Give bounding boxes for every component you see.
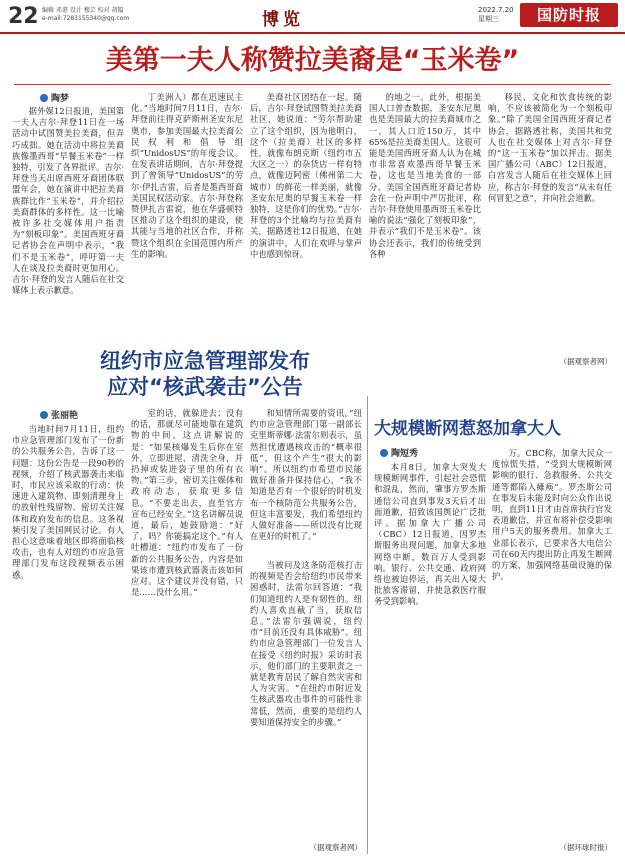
article2-column-2 xyxy=(131,408,243,854)
article1-text-3: 美裔社区团结在一起。随后，吉尔·拜登试图赞美拉美裔社区，她说道：“劳尔帮助建立了这个组织，因为他明白，这个（拉美裔）社区的多样性，就像布朗克斯（纽约市五大区之一）的杂货店一样有特点，就像迈阿密（佛州第二大城市）的鲜花一样美丽，就像圣安东尼奥的早餐玉米卷一样独特，这是你们的优势。”吉尔·拜登的3个比喻均与拉美裔有关，据路透社12日报道，在她的演讲中，人们在欢呼与掌声中也感到惊讶。 xyxy=(250,92,362,259)
article1-column-1 xyxy=(12,106,124,340)
article2-text-3: 和知情所需要的资讯。”纽约市应急管理部门第一副部长克里斯蒂娜·法雷尔则表示，虽然担忧遭遇核攻击的“概率很低”，但这个产生“很大的影响”。所以纽约市希望市民能做好准备并保持信心，“我不知道是否有一个很好的时机发布一个核防范公共服务公告，但这丰富要发，我们希望纽约人做好准备——所以没有比现在更好的时机了。” xyxy=(250,408,362,542)
article2-title-line1: 纽约市应急管理部发布 xyxy=(100,349,310,373)
article2-author: 张丽艳 xyxy=(51,411,79,421)
article2-column-4 xyxy=(250,560,362,840)
article2-column-1 xyxy=(12,424,124,854)
article2-text-2: 室的话，就躲进去；没有的话，那就尽可能地靠在建筑物的中间。这点讲解说的是：“如果核爆发生后你在室外，立即进屋，清洗全身，并扔掉或装进袋子里的所有衣物。”第三步，密切关注媒体和政府动态，获取更多信息。“不要走出去，直至官方宣布已经安全。”这名讲解员说道，最后，她鼓励道：“好了，吗？你能搞定这个。”有人吐槽道：“纽约市发布了一份新的公共服务公告，内容是如果该市遭到核武器袭击该如何应对。这个建议并没有错，只是……没什么用。” xyxy=(131,408,243,598)
article1-text-5: 移民、文化和饮食传统的影响，不应该被简化为一个刻板印象。”除了美国全国西班牙裔记者协会，据路透社称，美国共和党人也在社交媒体上对吉尔·拜登的“这一玉米卷”加以抨击。据美国广播公司（ABC）12日报道，白宫发言人随后在社交媒体上回应，称吉尔·拜登的发言“从未有任何冒犯之意”，并向社会道歉。 xyxy=(488,92,612,203)
article1-text-4: 的地之一。此外，根据美国人口普查数据，圣安东尼奥也是美国最大的拉美裔城市之一，其人口近150万，其中65%是拉美裔美国人。这很可能是美国西班牙裔人认为在城市非常喜欢墨西哥早餐玉米卷，这也是当地美食的一部分。美国全国西班牙裔记者协会在一份声明中严厉批评，称吉尔·拜登使用墨西哥玉米卷比喻的说法“强化了刻板印象”，并表示“我们不是玉米卷”。该协会还表示，我们的传统受到各种 xyxy=(369,92,481,259)
article1-title: 美第一夫人称赞拉美裔是“玉米卷” xyxy=(105,45,520,76)
article3-column-2 xyxy=(492,448,612,842)
article3-text-2: 万。CBC称，加拿大民众一度惊慌失措，“受到大规模断网影响的银行、急救服务、公共交通等都陷入瘫痪”。罗杰斯公司在事发后未能及时向公众作出说明，直到11日才由首席执行官发表道歉信，并宣布将补偿受影响用户5天的服务费用。加拿大工业部长表示，已要求各大电信公司在60天内提出防止再发生断网的方案，加强网络基础设施的保护。 xyxy=(492,448,612,582)
email: e-mail:7283155340@qq.com xyxy=(42,15,130,22)
weekday: 星期三 xyxy=(478,15,499,23)
article3-title: 大规模断网惹怒加拿大人 xyxy=(374,419,561,439)
article1-source: （据观察者网） xyxy=(559,357,612,366)
author-icon xyxy=(380,449,388,457)
article2-text-1: 当地时间7月11日，纽约市应急管理部门发布了一份新的公共服务公告，告诉了这一问题：这份公告是一段90秒的视频，介绍了核武器袭击来临时，市民应该采取的行动：快速进入建筑物、即刻清理身上的放射性残留物、密切关注媒体和政府发布的信息。这条视频引发了美国网民讨论。有人担心这意味着地区即将面临核攻击，也有人对纽约市应急管理部门发布这段视频表示困惑。 xyxy=(12,424,124,580)
article3-text-1: 本月8日，加拿大突发大规模断网事件，引起社会恐慌和混乱，然而，肇事方罗杰斯通信公司直到事发3天后才出面道歉，招致该国舆论广泛批评。据加拿大广播公司（CBC）12日报道，因罗杰斯服务出现问题，加拿大多地网络中断，数百万人受到影响。银行、公共交通、政府网络也被迫停运，再关出入境大批旅客滞留，并使急救医疗服务受到影响。 xyxy=(374,462,486,607)
author-icon xyxy=(40,411,48,419)
header-rule xyxy=(0,32,625,34)
masthead-logo: 国防时报 xyxy=(520,3,618,27)
author-icon xyxy=(40,94,48,102)
article2-byline xyxy=(40,408,78,421)
date: 2022.7.20 xyxy=(478,6,514,14)
article1-title-rule xyxy=(14,84,611,85)
date-block xyxy=(478,6,514,24)
article1-text-2: 丁美洲人）都在迅速民主化。”当地时间7月11日，吉尔·拜登前往得克萨斯州圣安东尼奥市，参加美国最大拉美裔公民权利和倡导组织“UnidosUS”的年度会议。在发表讲话期间，吉尔·拜登提到了曾领导“UnidosUS”的劳尔·伊扎吉雷，后者是墨西哥裔美国民权活动家。吉尔·拜登称赞伊扎吉雷说，他在华盛顿特区推动了这个组织的建设，使其能与当地的社区合作，并称赞这个组织在全国范围内所产生的影响。 xyxy=(131,92,243,259)
article1-column-4 xyxy=(369,92,481,340)
article1-text-1: 据外媒12日报道，美国第一夫人吉尔·拜登11日在一场活动中试图赞美拉美裔，但弄巧成拙。她在活动中将拉美裔族像墨西哥“早餐玉米卷”一样独特，引发了各界批评。吉尔·拜登当天出席西班牙裔团体联盟年会，她在演讲中把拉美裔族群比作“玉米卷”，并介绍拉美裔群体的多样性。这一比喻被许多社交媒体用户指责为“刻板印象”。美国西班牙裔记者协会在声明中表示，“我们不是玉米卷”，呼吁第一夫人在谈及拉美裔时更加用心。吉尔·拜登的发言人随后在社交媒体上表示歉意。 xyxy=(12,106,124,296)
column-divider xyxy=(367,396,368,854)
article2-title-line2: 应对“核武袭击”公告 xyxy=(107,375,303,399)
article2-source: （据观察者网） xyxy=(309,843,362,852)
article1-column-2 xyxy=(131,92,243,340)
article1-column-5 xyxy=(488,92,612,354)
section-title: 博览 xyxy=(262,10,304,30)
article1-byline xyxy=(40,91,69,104)
article3-byline xyxy=(380,446,418,459)
article2-text-4: 当被问及这条防范核打击的视频是否会给纽约市民带来困惑时，法雷尔回答道：“我们知道纽约人是有韧性的。纽约人喜欢直截了当，获取信息。”法雷尔强调说，纽约市“目前还没有具体威胁”。纽约市应急管理部门一位发言人在接受《纽约时报》采访时表示，他们部门的主要职责之一就是教育居民了解自然灾害和人为灾害。“在纽约市附近发生核武器攻击事件的可能性非常低，然而，重要的是纽约人要知道保持安全的步骤。” xyxy=(250,560,362,727)
page-number: 22 xyxy=(8,4,39,29)
article1-column-3 xyxy=(250,92,362,340)
editors-info xyxy=(42,7,129,23)
article3-column-1 xyxy=(374,462,486,854)
article3-source: （据环球时报） xyxy=(559,843,612,852)
article3-author: 陶短秀 xyxy=(391,449,419,459)
page-header xyxy=(0,0,625,34)
editors-line: 编辑 邓谌 设计 穆芸 校对 胡韫 xyxy=(42,7,124,14)
article1-author: 陶梦 xyxy=(51,94,70,104)
